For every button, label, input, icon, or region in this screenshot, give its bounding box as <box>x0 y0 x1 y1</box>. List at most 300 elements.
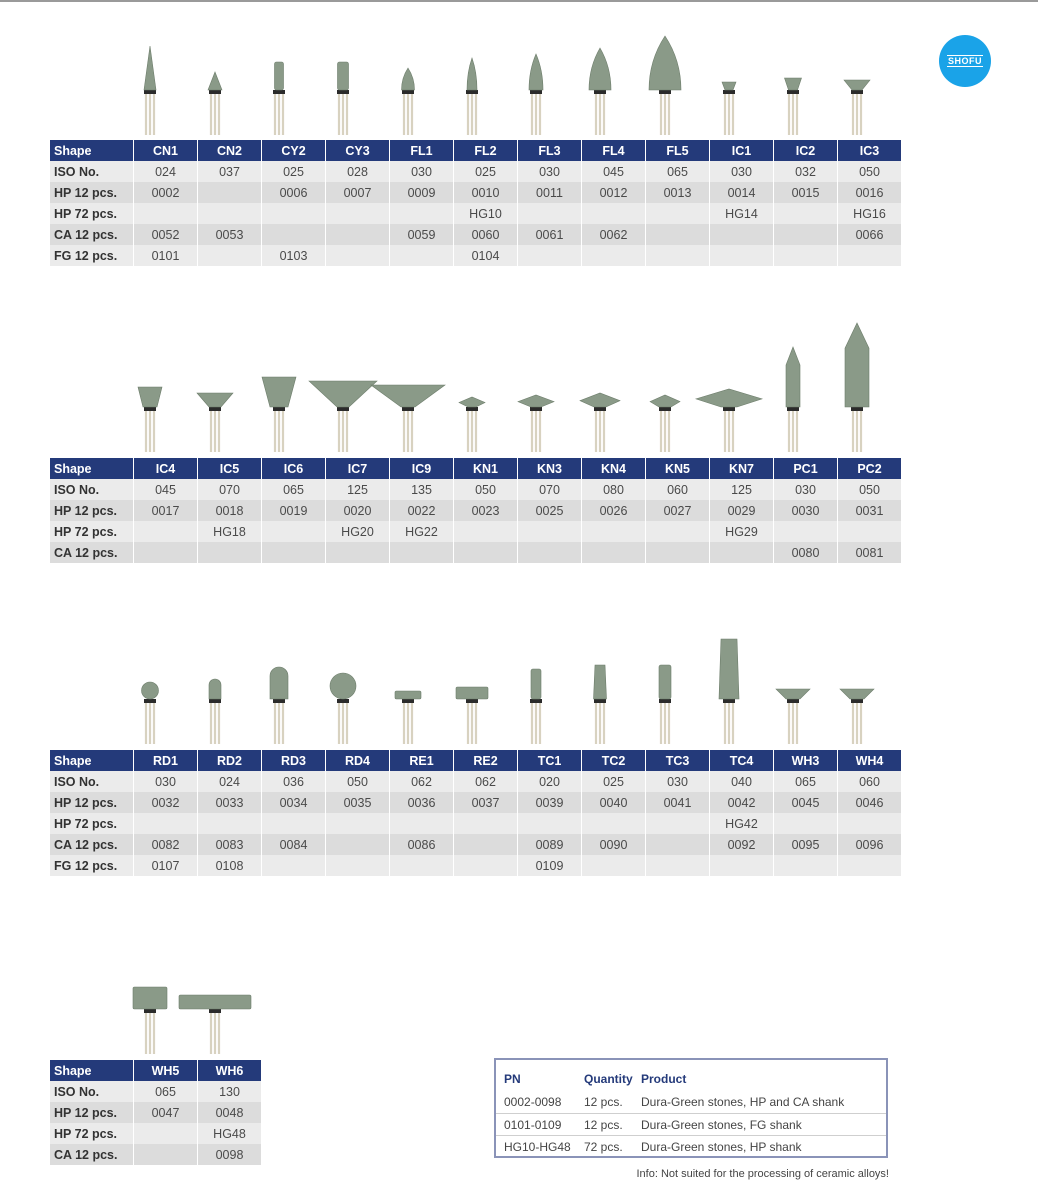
row-label: HP 12 pcs. <box>50 500 134 521</box>
table-cell: HG29 <box>710 521 774 542</box>
table-cell: 0022 <box>390 500 454 521</box>
table-cell: 030 <box>774 479 838 500</box>
legend-product: Dura-Green stones, HP shank <box>641 1140 802 1154</box>
product-legend <box>494 1058 888 1158</box>
table-cell: 030 <box>646 771 710 792</box>
table-cell: 020 <box>518 771 582 792</box>
stone-tc1 <box>530 669 542 744</box>
shape-code: WH4 <box>838 750 902 771</box>
row-label: HP 72 pcs. <box>50 813 134 834</box>
table-cell: 062 <box>454 771 518 792</box>
table-cell <box>774 521 838 542</box>
table-cell: 030 <box>390 161 454 182</box>
legend-header-pn: PN <box>504 1072 521 1086</box>
table-cell: 025 <box>262 161 326 182</box>
table-cell: 065 <box>774 771 838 792</box>
table-cell <box>710 542 774 563</box>
shape-code: IC7 <box>326 458 390 479</box>
table-cell <box>198 245 262 266</box>
legend-product: Dura-Green stones, HP and CA shank <box>641 1095 845 1109</box>
row-label: FG 12 pcs. <box>50 245 134 266</box>
legend-product: Dura-Green stones, FG shank <box>641 1118 802 1132</box>
table-cell: 0013 <box>646 182 710 203</box>
table-cell: 0089 <box>518 834 582 855</box>
table-cell <box>646 224 710 245</box>
table-cell <box>326 855 390 876</box>
table-cell: 0032 <box>134 792 198 813</box>
table-cell <box>838 521 902 542</box>
table-cell: 028 <box>326 161 390 182</box>
table-cell <box>134 521 198 542</box>
table-cell: 0059 <box>390 224 454 245</box>
shape-code: FL2 <box>454 140 518 161</box>
stone-fl1 <box>402 68 415 135</box>
table-cell <box>134 1144 198 1165</box>
table-cell: 0020 <box>326 500 390 521</box>
table-row <box>50 834 902 855</box>
table-cell: 0045 <box>774 792 838 813</box>
stone-wh5 <box>133 987 167 1054</box>
table-cell: 0027 <box>646 500 710 521</box>
stone-tc4 <box>719 639 739 744</box>
shape-code: IC6 <box>262 458 326 479</box>
table-cell <box>710 224 774 245</box>
table-cell: 050 <box>326 771 390 792</box>
shape-code: WH6 <box>198 1060 262 1081</box>
table-cell <box>518 203 582 224</box>
table-cell <box>774 813 838 834</box>
table-cell: 024 <box>134 161 198 182</box>
row-label: CA 12 pcs. <box>50 834 134 855</box>
row-label: HP 72 pcs. <box>50 203 134 224</box>
table-cell: HG42 <box>710 813 774 834</box>
stone-pc1 <box>786 347 800 452</box>
table-cell <box>198 182 262 203</box>
row-label: Shape <box>50 140 134 161</box>
shape-code: FL1 <box>390 140 454 161</box>
table-cell <box>518 521 582 542</box>
table-cell: 0052 <box>134 224 198 245</box>
table-cell <box>710 855 774 876</box>
table-row <box>50 521 902 542</box>
legend-quantity: 12 pcs. <box>584 1118 623 1132</box>
shape-code: IC1 <box>710 140 774 161</box>
table-row <box>50 161 902 182</box>
shape-code: WH5 <box>134 1060 198 1081</box>
table-cell <box>198 203 262 224</box>
shape-code: PC2 <box>838 458 902 479</box>
shape-code: TC3 <box>646 750 710 771</box>
table-cell: 0101 <box>134 245 198 266</box>
shape-code: RD4 <box>326 750 390 771</box>
table-cell: HG18 <box>198 521 262 542</box>
table-cell <box>582 245 646 266</box>
table-cell <box>326 813 390 834</box>
table-cell <box>262 855 326 876</box>
table-cell <box>774 224 838 245</box>
table-cell: 0095 <box>774 834 838 855</box>
table-cell: 045 <box>582 161 646 182</box>
shape-code: RD1 <box>134 750 198 771</box>
product-table-1 <box>50 140 902 266</box>
table-cell: 062 <box>390 771 454 792</box>
table-cell: 0103 <box>262 245 326 266</box>
table-cell: 0006 <box>262 182 326 203</box>
shape-code: IC2 <box>774 140 838 161</box>
shape-code: IC5 <box>198 458 262 479</box>
row-label: Shape <box>50 1060 134 1081</box>
table-cell: 0080 <box>774 542 838 563</box>
table-cell: 0086 <box>390 834 454 855</box>
table-row <box>50 1081 262 1102</box>
table-cell <box>646 834 710 855</box>
table-row <box>50 203 902 224</box>
stone-kn5 <box>650 395 680 452</box>
stone-re1 <box>395 691 421 744</box>
table-cell <box>838 813 902 834</box>
table-row <box>50 1123 262 1144</box>
legend-row <box>496 1091 886 1113</box>
table-cell <box>326 834 390 855</box>
table-row <box>50 245 902 266</box>
table-row <box>50 224 902 245</box>
table-cell: 0047 <box>134 1102 198 1123</box>
stone-kn3 <box>518 395 554 452</box>
legend-row <box>496 1113 886 1136</box>
table-cell <box>838 245 902 266</box>
table-cell <box>774 245 838 266</box>
table-cell: 025 <box>582 771 646 792</box>
table-cell: 0033 <box>198 792 262 813</box>
table-cell: 024 <box>198 771 262 792</box>
table-cell <box>646 245 710 266</box>
row-label: Shape <box>50 458 134 479</box>
stone-rd3 <box>270 667 288 744</box>
shape-code: CN2 <box>198 140 262 161</box>
legend-pn: HG10-HG48 <box>504 1140 571 1154</box>
stone-kn1 <box>459 397 485 452</box>
table-cell <box>326 245 390 266</box>
table-cell: 0053 <box>198 224 262 245</box>
table-cell <box>454 834 518 855</box>
shape-code: FL3 <box>518 140 582 161</box>
stone-rd4 <box>330 673 356 744</box>
row-label: ISO No. <box>50 161 134 182</box>
stone-cy3 <box>337 62 349 135</box>
stone-kn4 <box>580 393 620 452</box>
stone-fl3 <box>529 54 543 135</box>
table-row <box>50 500 902 521</box>
table-cell <box>774 855 838 876</box>
table-cell: 0009 <box>390 182 454 203</box>
table-cell: 0041 <box>646 792 710 813</box>
table-cell: 0018 <box>198 500 262 521</box>
table-cell: 0104 <box>454 245 518 266</box>
table-cell: 030 <box>134 771 198 792</box>
table-row <box>50 792 902 813</box>
row-label: HP 12 pcs. <box>50 182 134 203</box>
shape-code: KN3 <box>518 458 582 479</box>
row-label: ISO No. <box>50 771 134 792</box>
table-cell <box>582 813 646 834</box>
shape-code: RD2 <box>198 750 262 771</box>
stone-cy2 <box>273 62 285 135</box>
table-cell <box>198 813 262 834</box>
table-cell: 0096 <box>838 834 902 855</box>
stone-wh3 <box>776 689 810 744</box>
table-cell <box>582 855 646 876</box>
table-cell <box>390 203 454 224</box>
row-label: CA 12 pcs. <box>50 1144 134 1165</box>
table-cell: 0083 <box>198 834 262 855</box>
legend-quantity: 72 pcs. <box>584 1140 623 1154</box>
table-row <box>50 1102 262 1123</box>
table-cell: 0014 <box>710 182 774 203</box>
stone-ic9 <box>371 385 445 452</box>
table-cell: 0025 <box>518 500 582 521</box>
shape-code: FL5 <box>646 140 710 161</box>
shape-code: KN4 <box>582 458 646 479</box>
table-row <box>50 542 902 563</box>
stone-tc3 <box>659 665 671 744</box>
stone-pc2 <box>845 323 869 452</box>
table-row <box>50 1060 262 1081</box>
table-cell: 0042 <box>710 792 774 813</box>
table-cell <box>390 855 454 876</box>
shape-code: RE1 <box>390 750 454 771</box>
table-cell <box>582 521 646 542</box>
table-cell <box>134 203 198 224</box>
table-cell: 0002 <box>134 182 198 203</box>
table-cell <box>454 813 518 834</box>
row-label: CA 12 pcs. <box>50 224 134 245</box>
table-cell: 0012 <box>582 182 646 203</box>
table-cell <box>134 542 198 563</box>
table-cell <box>390 542 454 563</box>
table-cell: 050 <box>838 479 902 500</box>
table-cell <box>646 813 710 834</box>
table-cell: 125 <box>326 479 390 500</box>
table-cell <box>134 1123 198 1144</box>
table-cell <box>774 203 838 224</box>
legend-row <box>496 1135 886 1158</box>
shape-code: FL4 <box>582 140 646 161</box>
table-cell: HG10 <box>454 203 518 224</box>
table-cell: 0039 <box>518 792 582 813</box>
table-cell: 0007 <box>326 182 390 203</box>
table-cell <box>262 813 326 834</box>
table-cell: 050 <box>454 479 518 500</box>
table-cell: 0029 <box>710 500 774 521</box>
table-cell <box>326 203 390 224</box>
table-cell: 0040 <box>582 792 646 813</box>
table-cell <box>390 245 454 266</box>
table-cell: 0048 <box>198 1102 262 1123</box>
stone-fl4 <box>589 48 611 135</box>
table-cell: 0036 <box>390 792 454 813</box>
table-cell: 037 <box>198 161 262 182</box>
table-row <box>50 1144 262 1165</box>
table-cell: 0023 <box>454 500 518 521</box>
table-cell: 045 <box>134 479 198 500</box>
stone-kn7 <box>696 389 762 452</box>
stone-ic3 <box>844 80 870 135</box>
table-cell: 0081 <box>838 542 902 563</box>
shape-code: CN1 <box>134 140 198 161</box>
table-cell <box>646 542 710 563</box>
table-cell: 070 <box>518 479 582 500</box>
table-cell: 0035 <box>326 792 390 813</box>
stone-wh4 <box>840 689 874 744</box>
table-cell: 0010 <box>454 182 518 203</box>
table-row <box>50 750 902 771</box>
stone-ic2 <box>785 78 802 135</box>
table-cell: 065 <box>262 479 326 500</box>
table-cell: HG16 <box>838 203 902 224</box>
stone-rd2 <box>209 679 221 744</box>
row-label: HP 72 pcs. <box>50 1123 134 1144</box>
stone-cn2 <box>208 72 222 135</box>
table-cell: 036 <box>262 771 326 792</box>
table-cell: 0084 <box>262 834 326 855</box>
table-cell: 060 <box>838 771 902 792</box>
table-cell: 030 <box>710 161 774 182</box>
shape-code: TC2 <box>582 750 646 771</box>
table-cell <box>646 855 710 876</box>
shape-code: RE2 <box>454 750 518 771</box>
table-cell: 0015 <box>774 182 838 203</box>
stone-ic5 <box>197 393 233 452</box>
shape-code: IC3 <box>838 140 902 161</box>
table-cell <box>454 855 518 876</box>
table-cell: 125 <box>710 479 774 500</box>
shofu-logo <box>939 35 991 87</box>
table-cell <box>838 855 902 876</box>
shape-code: TC1 <box>518 750 582 771</box>
table-cell: 0060 <box>454 224 518 245</box>
stone-cn1 <box>144 46 156 135</box>
table-cell: 032 <box>774 161 838 182</box>
table-row <box>50 855 902 876</box>
table-row <box>50 140 902 161</box>
table-row <box>50 458 902 479</box>
info-note: Info: Not suited for the processing of ceramic alloys! <box>636 1168 889 1180</box>
table-cell: 130 <box>198 1081 262 1102</box>
shape-code: RD3 <box>262 750 326 771</box>
table-cell: 0031 <box>838 500 902 521</box>
table-cell <box>326 224 390 245</box>
legend-header-product: Product <box>641 1072 687 1086</box>
table-cell <box>710 245 774 266</box>
table-cell <box>198 542 262 563</box>
table-cell <box>646 521 710 542</box>
legend-header-quantity: Quantity <box>584 1072 633 1086</box>
table-cell: 0109 <box>518 855 582 876</box>
table-cell: 0026 <box>582 500 646 521</box>
table-cell: 050 <box>838 161 902 182</box>
legend-pn: 0101-0109 <box>504 1118 562 1132</box>
stone-ic4 <box>138 387 162 452</box>
table-cell <box>262 224 326 245</box>
table-cell: 030 <box>518 161 582 182</box>
table-row <box>50 813 902 834</box>
shape-code: IC9 <box>390 458 454 479</box>
table-cell: 065 <box>134 1081 198 1102</box>
product-table-3 <box>50 750 902 876</box>
table-cell: 0037 <box>454 792 518 813</box>
row-label: HP 12 pcs. <box>50 792 134 813</box>
table-cell: 0017 <box>134 500 198 521</box>
row-label: FG 12 pcs. <box>50 855 134 876</box>
stone-fl2 <box>466 58 478 135</box>
table-cell: 0090 <box>582 834 646 855</box>
table-cell: HG20 <box>326 521 390 542</box>
stone-ic7 <box>309 381 377 452</box>
table-cell: HG22 <box>390 521 454 542</box>
table-cell <box>390 813 454 834</box>
shape-code: KN7 <box>710 458 774 479</box>
table-cell <box>582 542 646 563</box>
table-cell: HG48 <box>198 1123 262 1144</box>
table-cell: 135 <box>390 479 454 500</box>
stone-fl5 <box>649 36 681 135</box>
table-cell: 0046 <box>838 792 902 813</box>
table-cell <box>518 813 582 834</box>
table-cell <box>326 542 390 563</box>
table-cell <box>262 203 326 224</box>
table-cell: 0108 <box>198 855 262 876</box>
table-cell <box>454 542 518 563</box>
table-cell: 0019 <box>262 500 326 521</box>
table-cell: 0092 <box>710 834 774 855</box>
table-row <box>50 479 902 500</box>
stone-ic1 <box>722 82 736 135</box>
shape-code: PC1 <box>774 458 838 479</box>
table-row <box>50 182 902 203</box>
product-table-4 <box>50 1060 262 1165</box>
table-cell: 040 <box>710 771 774 792</box>
table-cell: 0030 <box>774 500 838 521</box>
table-cell: 070 <box>198 479 262 500</box>
shape-code: IC4 <box>134 458 198 479</box>
shape-code: TC4 <box>710 750 774 771</box>
shape-code: KN1 <box>454 458 518 479</box>
table-row <box>50 771 902 792</box>
table-cell: 0107 <box>134 855 198 876</box>
table-cell: 0066 <box>838 224 902 245</box>
stone-tc2 <box>594 665 607 744</box>
table-cell <box>518 542 582 563</box>
table-cell: 080 <box>582 479 646 500</box>
table-cell: 025 <box>454 161 518 182</box>
table-cell: 0011 <box>518 182 582 203</box>
table-cell: 0016 <box>838 182 902 203</box>
table-cell <box>518 245 582 266</box>
table-cell <box>134 813 198 834</box>
table-cell: 0098 <box>198 1144 262 1165</box>
stone-ic6 <box>262 377 296 452</box>
shape-code: WH3 <box>774 750 838 771</box>
row-label: ISO No. <box>50 1081 134 1102</box>
row-label: HP 72 pcs. <box>50 521 134 542</box>
legend-quantity: 12 pcs. <box>584 1095 623 1109</box>
shape-code: CY3 <box>326 140 390 161</box>
product-table-2 <box>50 458 902 563</box>
table-cell <box>454 521 518 542</box>
row-label: Shape <box>50 750 134 771</box>
row-label: CA 12 pcs. <box>50 542 134 563</box>
stone-re2 <box>456 687 488 744</box>
